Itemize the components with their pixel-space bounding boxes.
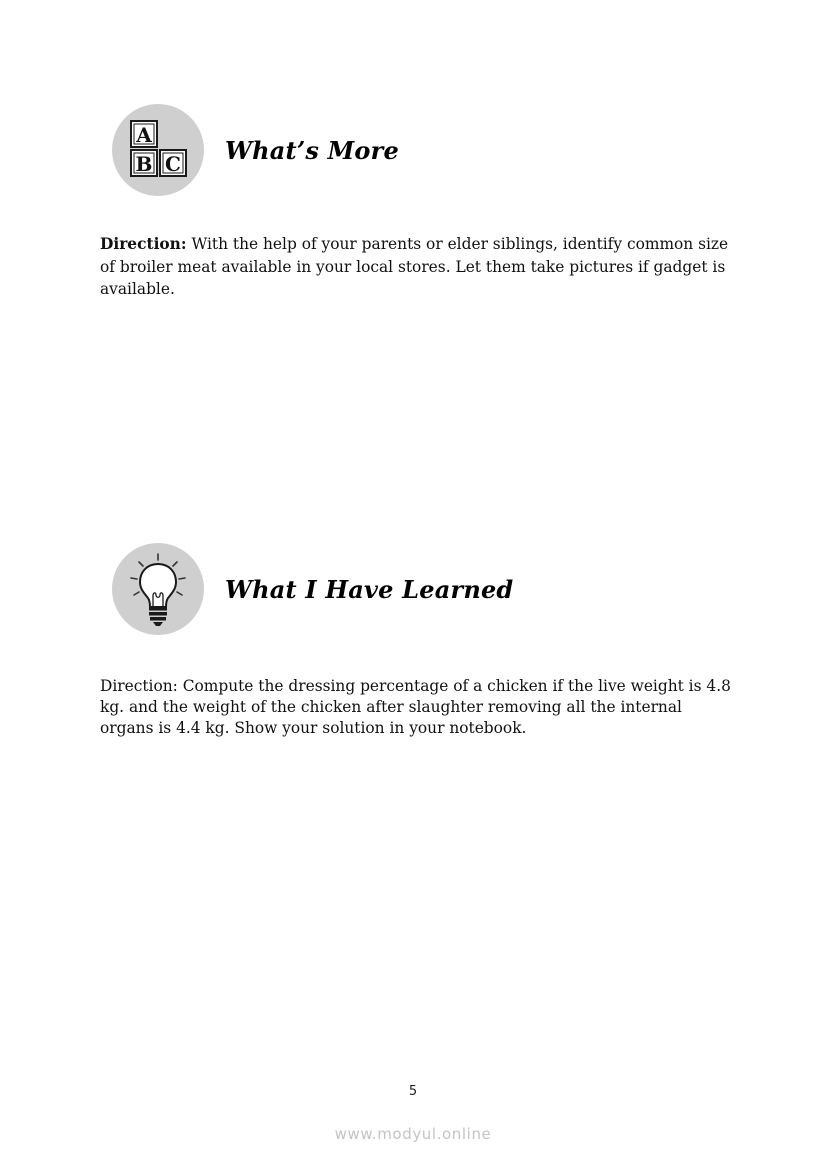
page-number: 5 [408,1084,418,1099]
direction-label: Direction: [100,235,187,253]
what-i-have-learned-direction: Direction: Compute the dressing percentage of a chicken if the live weight is 4.8 kg. and the weight of the chicken after slaughter removing all the internal organs is 4.4 kg. Show your solution in your notebook. [100,677,731,737]
block-letter-a: A [136,123,152,147]
block-letter-b: B [135,152,153,176]
lightbulb-icon [112,543,204,635]
block-letter-c: C [165,152,181,176]
what-i-have-learned-header [112,543,513,635]
abc-blocks-graphic [125,118,191,182]
watermark: www.modyul.online [334,1125,492,1143]
abc-blocks-icon [112,104,204,196]
whats-more-header [112,104,399,196]
whats-more-direction [100,233,740,301]
lightbulb-graphic [123,551,193,627]
section-title-whats-more: What’s More [225,135,399,165]
section-title-what-i-have-learned: What I Have Learned [225,574,514,604]
whats-more-direction-text: With the help of your parents or elder siblings, identify common size of broiler meat available in your local stores. Let them take pictures if gadget is available. [100,235,729,298]
